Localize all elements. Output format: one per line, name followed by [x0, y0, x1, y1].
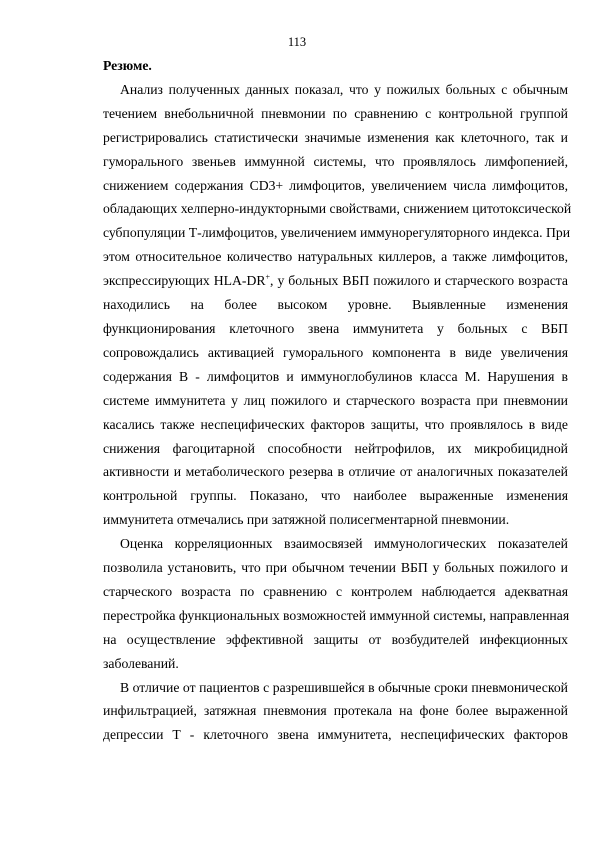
text-line: касались также неспецифических факторов защиты, что проявлялось в виде [103, 416, 568, 432]
text-line: сопровождались активацией гуморального компонента в виде увеличения [103, 344, 568, 360]
paragraph-1 [86, 78, 572, 532]
text-line: Анализ полученных данных показал, что у пожилых больных с обычным [120, 81, 568, 97]
paragraph-2 [86, 532, 568, 675]
text-line: иммунитета отмечались при затяжной полисегментарной пневмонии. [103, 512, 510, 528]
text-line-hla-dr: экспрессирующих HLA-DR+, у больных ВБП пожилого и старческого возраста [103, 272, 568, 289]
text-line: снижением содержания CD3+ лимфоцитов, увеличением числа лимфоцитов, [103, 177, 568, 193]
text-line: на осуществление эффективной защиты от возбудителей инфекционных [103, 631, 568, 647]
page-number: 113 [287, 35, 307, 49]
text-line: позволила установить, что при обычном течении ВБП у больных пожилого и [103, 560, 568, 576]
text-line: Оценка корреляционных взаимосвязей иммунологических показателей [120, 536, 568, 552]
text-line: этом относительное количество натуральных киллеров, а также лимфоцитов, [103, 249, 568, 265]
superscript-plus: + [265, 272, 270, 282]
text-line: течением внебольничной пневмонии по сравнению с контрольной группой [103, 105, 568, 121]
text-line: заболеваний. [103, 655, 179, 671]
text-line: перестройка функциональных возможностей иммунной системы, направленная [103, 607, 570, 623]
paragraph-3 [86, 676, 568, 748]
section-heading: Резюме. [103, 58, 152, 73]
text-line: находились на более высоком уровне. Выявленные изменения [103, 297, 568, 313]
text-line: снижения фагоцитарной способности нейтрофилов, их микробицидной [103, 440, 568, 456]
text-line: функционирования клеточного звена иммунитета у больных с ВБП [103, 320, 568, 336]
text-line: контрольной группы. Показано, что наиболее выраженные изменения [103, 488, 568, 504]
text-line: инфильтрацией, затяжная пневмония протекала на фоне более выраженной [103, 703, 568, 719]
page-body [86, 54, 572, 747]
text-line: регистрировались статистически значимые изменения как клеточного, так и [103, 129, 568, 145]
text-line: субпопуляции Т-лимфоцитов, увеличением иммунорегуляторного индекса. При [103, 225, 571, 241]
text-line: содержания В - лимфоцитов и иммуноглобулинов класса М. Нарушения в [103, 368, 568, 384]
text-line: старческого возраста по сравнению с контролем наблюдается адекватная [103, 583, 568, 599]
text-line: В отличие от пациентов с разрешившейся в обычные сроки пневмонической [120, 679, 568, 695]
text-line: системе иммунитета у лиц пожилого и старческого возраста при пневмонии [103, 392, 568, 408]
text-line: обладающих хелперно-индукторными свойствами, снижением цитотоксической [103, 201, 572, 217]
text-line: активности и метаболического резерва в отличие от аналогичных показателей [103, 464, 568, 480]
text-line: гуморального звеньев иммунной системы, что проявлялось лимфопенией, [103, 153, 568, 169]
text-line: депрессии Т - клеточного звена иммунитета, неспецифических факторов [103, 727, 568, 743]
